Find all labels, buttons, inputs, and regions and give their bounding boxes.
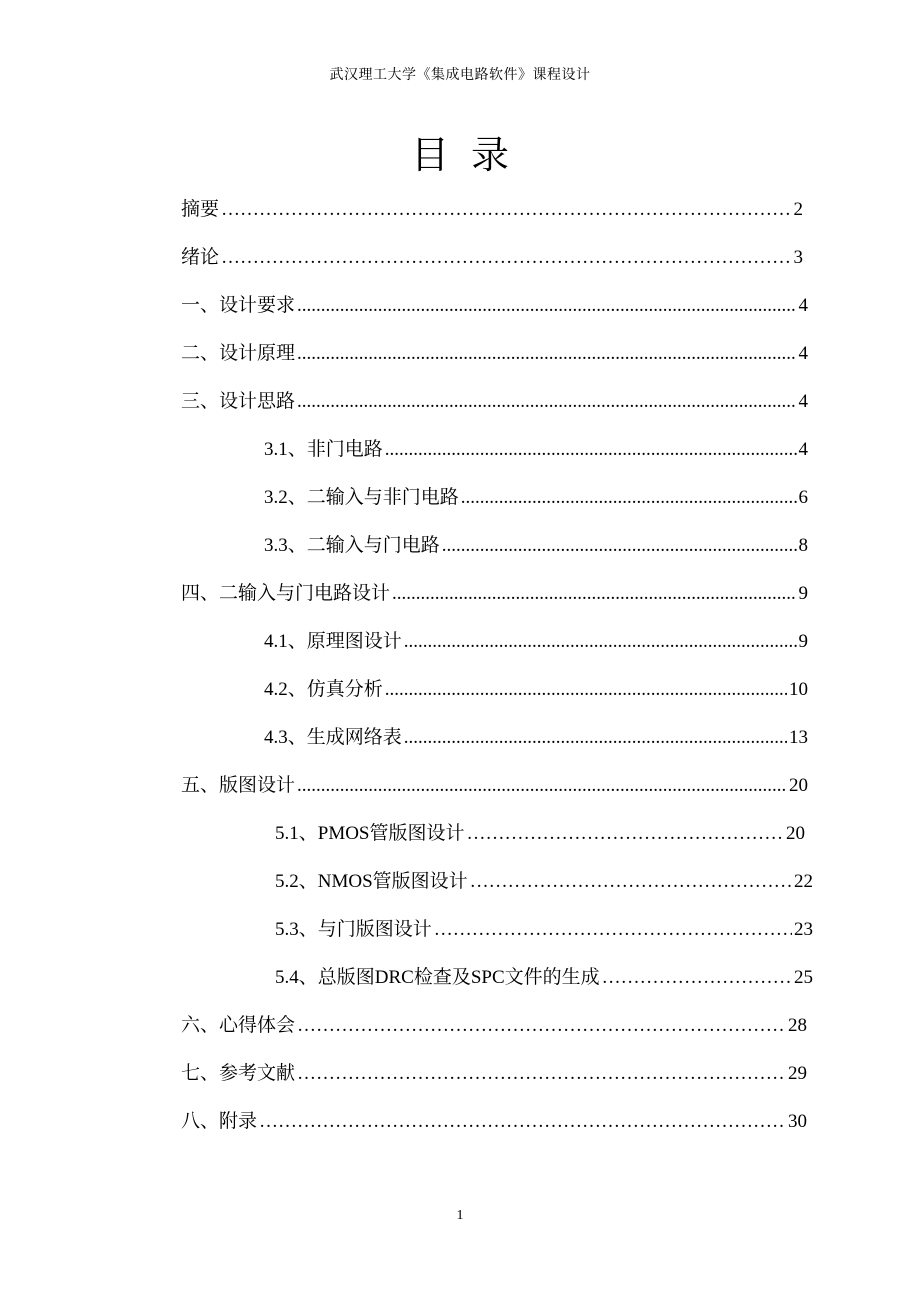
toc-entry-page: 2: [793, 199, 803, 220]
toc-entry-3-2[interactable]: [264, 483, 808, 513]
toc-entry-label: 一、设计要求: [181, 295, 296, 316]
toc-leader: [385, 675, 787, 705]
toc-entry-label: 3.3、二输入与门电路: [264, 535, 440, 556]
toc-entry-label: 4.1、原理图设计: [264, 631, 402, 652]
toc-entry-page: 4: [798, 343, 808, 364]
toc-entry-page: 30: [788, 1111, 807, 1132]
toc-leader: [392, 579, 796, 609]
toc-leader: [602, 963, 792, 993]
toc-entry-page: 29: [788, 1063, 807, 1084]
toc-leader: [461, 483, 797, 513]
toc-leader: [221, 195, 791, 225]
toc-entry-page: 4: [798, 391, 808, 412]
toc-entry-label: 5.2、NMOS管版图设计: [275, 871, 468, 892]
toc-leader: [434, 915, 792, 945]
toc-entry-section-1[interactable]: [181, 291, 808, 321]
toc-entry-page: 9: [798, 631, 808, 652]
toc-leader: [297, 291, 796, 321]
toc-leader: [297, 771, 787, 801]
page-header: 武汉理工大学《集成电路软件》课程设计: [329, 68, 591, 83]
toc-entry-4-2[interactable]: [264, 675, 808, 705]
toc-entry-4-1[interactable]: [264, 627, 808, 657]
toc-entry-label: 二、设计原理: [181, 343, 296, 364]
toc-entry-5-1[interactable]: [275, 819, 805, 849]
toc-leader: [467, 819, 785, 849]
toc-entry-page: 4: [798, 295, 808, 316]
toc-entry-label: 三、设计思路: [181, 391, 296, 412]
toc-leader: [404, 723, 787, 753]
toc-leader: [221, 243, 791, 273]
toc-entry-label: 四、二输入与门电路设计: [181, 583, 391, 604]
toc-entry-page: 20: [789, 775, 808, 796]
toc-entry-label: 绪论: [181, 247, 220, 268]
toc-leader: [297, 387, 796, 417]
toc-entry-section-5[interactable]: [181, 771, 808, 801]
toc-entry-5-2[interactable]: [275, 867, 813, 897]
toc-entry-section-2[interactable]: [181, 339, 808, 369]
toc-entry-label: 3.1、非门电路: [264, 439, 383, 460]
toc-entry-5-4[interactable]: [275, 963, 813, 993]
toc-entry-page: 6: [798, 487, 808, 508]
toc-entry-page: 22: [794, 871, 813, 892]
toc-entry-label: 5.4、总版图DRC检查及SPC文件的生成: [275, 967, 600, 988]
toc-entry-page: 28: [788, 1015, 807, 1036]
toc-leader: [470, 867, 792, 897]
toc-entry-abstract[interactable]: [181, 195, 803, 225]
toc-entry-page: 9: [798, 583, 808, 604]
toc-entry-page: 10: [789, 679, 808, 700]
toc-entry-label: 4.3、生成网络表: [264, 727, 402, 748]
toc-entry-label: 5.1、PMOS管版图设计: [275, 823, 465, 844]
toc-entry-introduction[interactable]: [181, 243, 803, 273]
toc-entry-label: 摘要: [181, 199, 220, 220]
toc-leader: [297, 1011, 786, 1041]
toc-entry-label: 五、版图设计: [181, 775, 296, 796]
toc-entry-section-8[interactable]: [181, 1107, 807, 1137]
toc-entry-section-6[interactable]: [181, 1011, 807, 1041]
toc-entry-label: 5.3、与门版图设计: [275, 919, 432, 940]
toc-leader: [404, 627, 797, 657]
toc-entry-page: 13: [789, 727, 808, 748]
toc-entry-label: 3.2、二输入与非门电路: [264, 487, 459, 508]
toc-leader: [297, 339, 796, 369]
toc-leader: [385, 435, 797, 465]
toc-entry-label: 六、心得体会: [181, 1015, 296, 1036]
toc-entry-4-3[interactable]: [264, 723, 808, 753]
toc-entry-page: 20: [786, 823, 805, 844]
toc-leader: [259, 1107, 786, 1137]
toc-entry-section-3[interactable]: [181, 387, 808, 417]
toc-entry-page: 4: [798, 439, 808, 460]
toc-entry-section-4[interactable]: [181, 579, 808, 609]
toc-entry-5-3[interactable]: [275, 915, 813, 945]
page-title: 目录: [410, 135, 531, 177]
toc-entry-page: 8: [798, 535, 808, 556]
toc-entry-page: 23: [794, 919, 813, 940]
toc-entry-label: 七、参考文献: [181, 1063, 296, 1084]
page-number: 1: [456, 1208, 464, 1223]
toc-entry-page: 3: [793, 247, 803, 268]
toc-entry-label: 八、附录: [181, 1111, 258, 1132]
toc-leader: [442, 531, 797, 561]
toc-entry-3-1[interactable]: [264, 435, 808, 465]
toc-leader: [297, 1059, 786, 1089]
toc-entry-label: 4.2、仿真分析: [264, 679, 383, 700]
toc-entry-page: 25: [794, 967, 813, 988]
toc-entry-section-7[interactable]: [181, 1059, 807, 1089]
toc-entry-3-3[interactable]: [264, 531, 808, 561]
